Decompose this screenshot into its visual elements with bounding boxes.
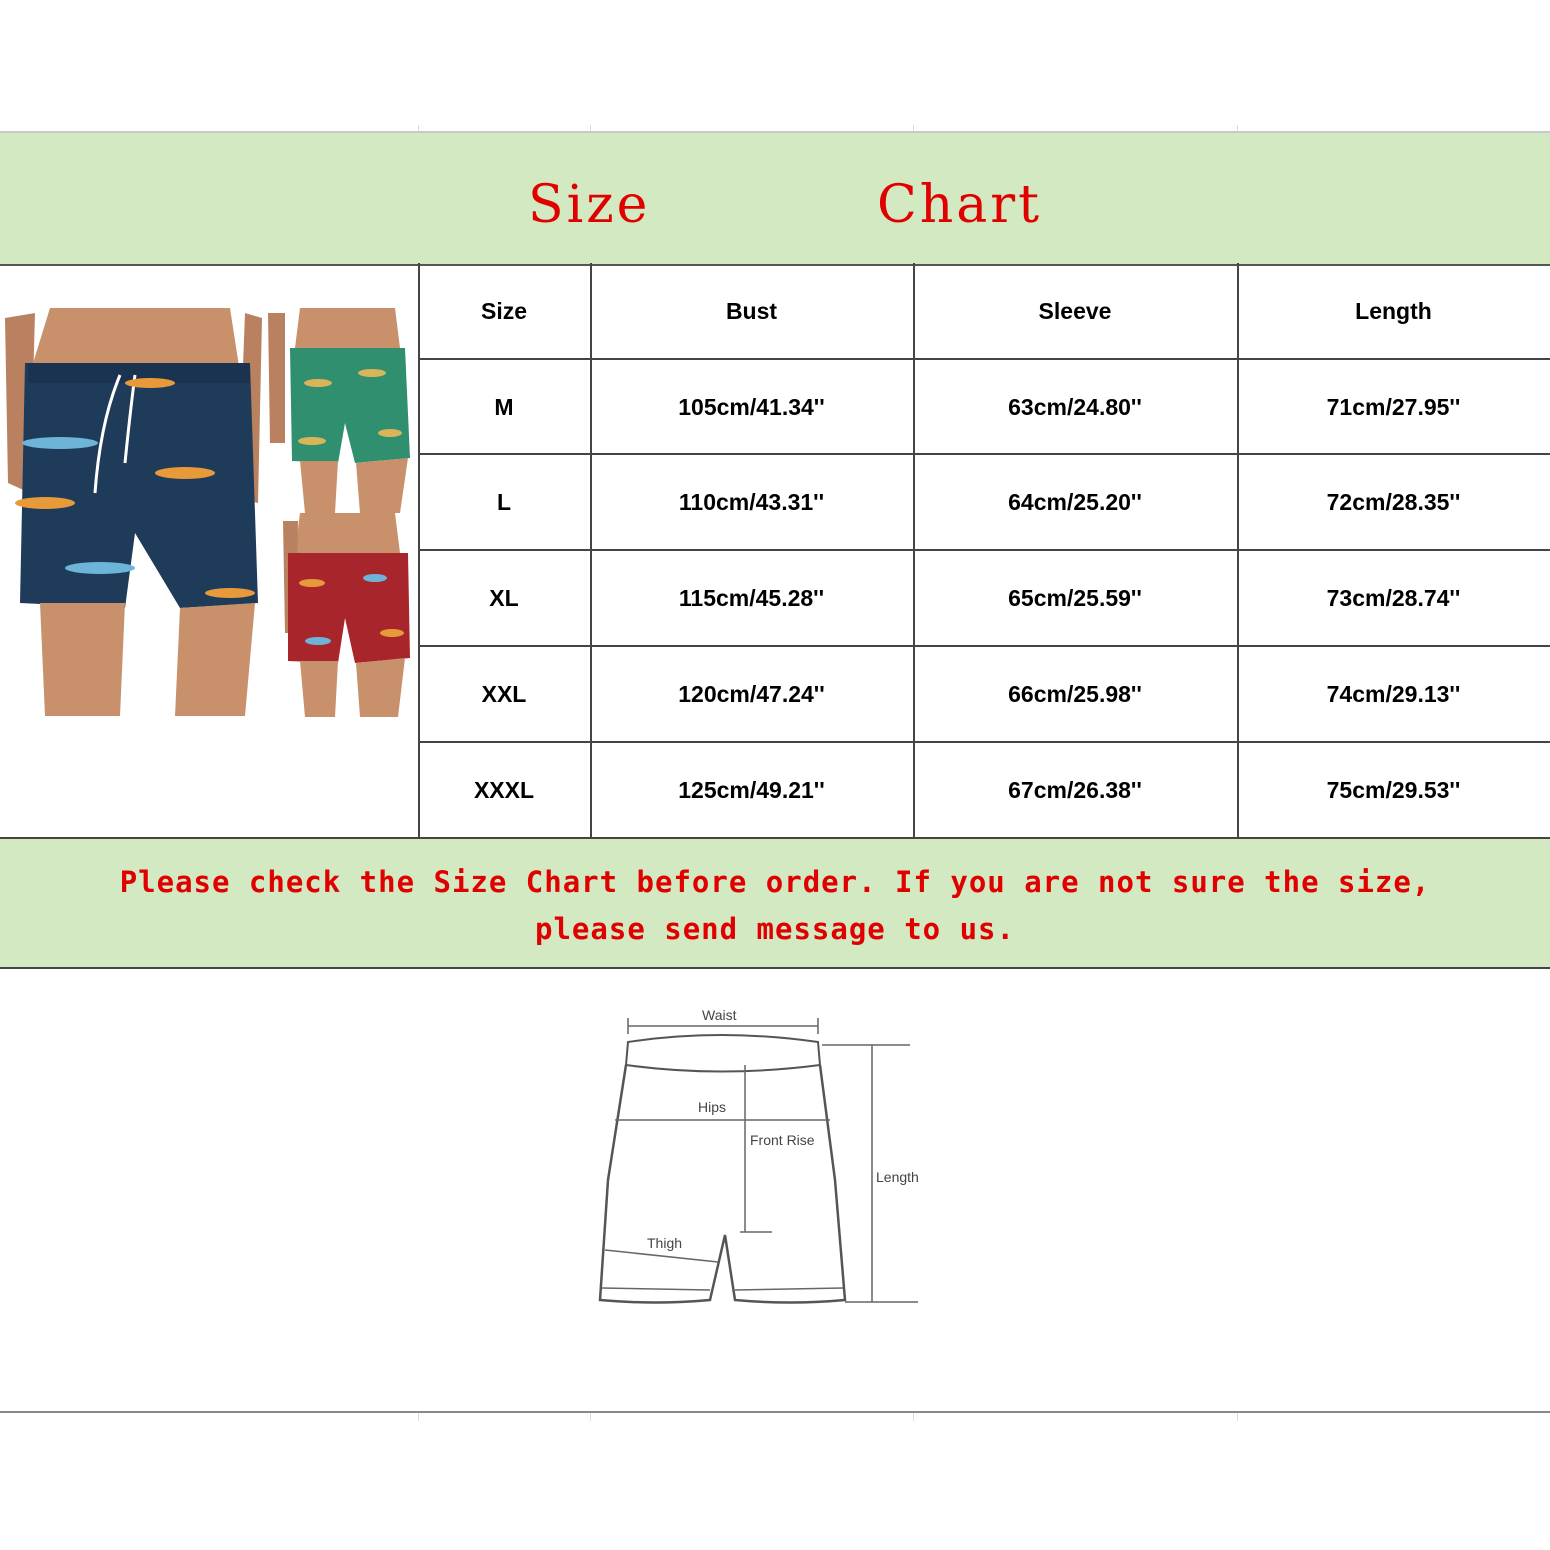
green-shorts-photo: [267, 308, 410, 513]
red-shorts-photo: [280, 513, 410, 717]
bottom-tick: [913, 1413, 914, 1421]
column-header: Length: [1355, 297, 1432, 324]
column-header: Size: [480, 297, 528, 324]
bottom-tick: [418, 1413, 419, 1421]
table-cell: M: [494, 393, 514, 420]
label-waist: Waist: [702, 1007, 737, 1023]
bottom-tick: [1237, 1413, 1238, 1421]
title-word-chart: Chart: [877, 175, 1043, 235]
top-tick: [590, 125, 591, 131]
table-cell: 115cm/45.28'': [678, 584, 825, 611]
label-hips: Hips: [698, 1099, 727, 1115]
table-cell: 64cm/25.20'': [1008, 488, 1142, 515]
notice-line-1: Please check the Size Chart before order. If you are not sure the size,: [119, 865, 1431, 899]
table-cell: XL: [489, 584, 519, 611]
size-table-section: [0, 263, 1550, 839]
column-header: Bust: [725, 297, 778, 324]
top-tick: [913, 125, 914, 131]
table-cell: L: [496, 488, 512, 515]
table-cell: 67cm/26.38'': [1008, 776, 1142, 803]
table-cell: 125cm/49.21'': [678, 776, 825, 803]
navy-shorts-photo: [5, 308, 262, 716]
shorts-measurement-diagram: [590, 1000, 940, 1320]
table-cell: 105cm/41.34'': [678, 393, 825, 420]
top-tick: [1237, 125, 1238, 131]
notice-line-2: please send message to us.: [535, 912, 1015, 946]
label-front-rise: Front Rise: [750, 1132, 815, 1148]
bottom-rule: [0, 1411, 1550, 1413]
size-table: [418, 263, 1550, 837]
label-length: Length: [876, 1169, 919, 1185]
column-header: Sleeve: [1038, 297, 1112, 324]
table-cell: XXXL: [473, 776, 535, 803]
table-cell: 65cm/25.59'': [1008, 584, 1142, 611]
top-tick: [418, 125, 419, 131]
notice-band: [0, 839, 1550, 969]
table-cell: 72cm/28.35'': [1326, 488, 1461, 515]
table-cell: 74cm/29.13'': [1326, 680, 1461, 707]
table-cell: 71cm/27.95'': [1326, 393, 1461, 420]
bottom-tick: [590, 1413, 591, 1421]
table-cell: 75cm/29.53'': [1326, 776, 1461, 803]
title-band: [0, 131, 1550, 266]
product-photos: [0, 263, 418, 837]
table-cell: XXL: [481, 680, 527, 707]
label-thigh: Thigh: [647, 1235, 683, 1251]
table-cell: 63cm/24.80'': [1008, 393, 1142, 420]
table-cell: 110cm/43.31'': [678, 488, 825, 515]
table-cell: 66cm/25.98'': [1008, 680, 1142, 707]
table-cell: 120cm/47.24'': [678, 680, 825, 707]
title-word-size: Size: [528, 175, 651, 235]
table-cell: 73cm/28.74'': [1326, 584, 1461, 611]
